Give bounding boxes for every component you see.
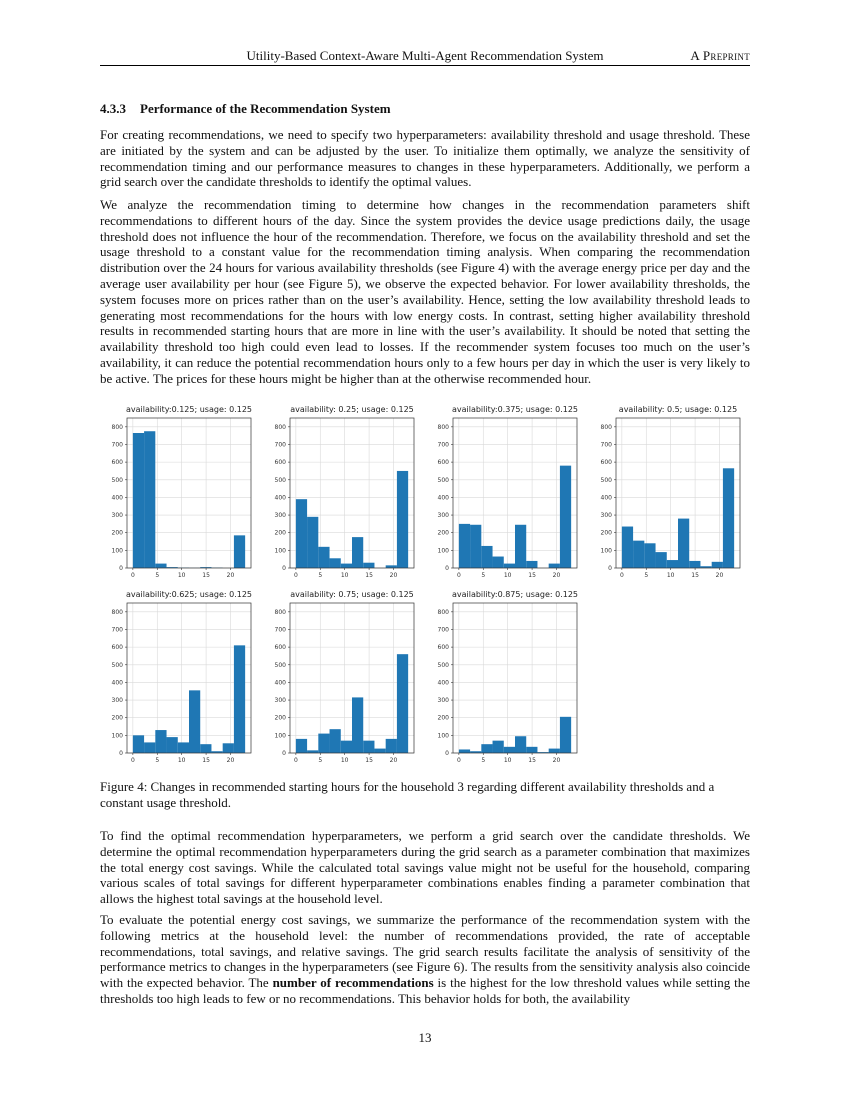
y-tick-label: 600 bbox=[437, 459, 449, 467]
y-tick-label: 800 bbox=[437, 608, 449, 616]
y-tick-label: 200 bbox=[111, 714, 123, 722]
x-tick-label: 15 bbox=[365, 572, 373, 579]
page-number: 13 bbox=[418, 1030, 432, 1045]
paragraph-2: We analyze the recommendation timing to determine how changes in the recommendation parameters shift recommendations to different hours of the day. Since the system provides the device usage predictions daily, the usage threshold does not influence the hour of the recommendation. Therefore, we focus on the availability threshold and set the usage threshold to a constant value for the recommendation timing analysis. When comparing the recommendation distribution over the 24 hours for various availability thresholds (see Figure 4) with the average energy price per day and the average user availability per hour (see Figure 5), we observe the expected behavior. For lower availability thresholds, the system focuses more on prices rather than on the user’s availability. Hence, setting the low availability threshold leads to generating most recommendations for the hours with low energy costs. In contrast, setting higher availability threshold results in recommended starting hours that are more in line with the user’s availability. It should be noted that setting the availability threshold too high could even lead to losses. If the recommender system focuses too much on the user’s availability, it can reduce the potential recommendation hours only to a few hours per day in which the user is very likely to be active. The prices for these hours might be higher than at the otherwise recommended hour. bbox=[100, 197, 750, 386]
section-title: Performance of the Recommendation System bbox=[140, 101, 391, 116]
y-tick-label: 200 bbox=[600, 529, 612, 537]
histogram-3 bbox=[426, 398, 591, 584]
y-tick-label: 400 bbox=[437, 679, 449, 687]
x-tick-label: 5 bbox=[481, 572, 486, 579]
histogram-bar bbox=[144, 742, 155, 753]
x-tick-label: 15 bbox=[528, 757, 536, 764]
histogram-bar bbox=[656, 552, 667, 568]
histogram-bar bbox=[341, 741, 352, 753]
x-tick-label: 0 bbox=[293, 757, 298, 764]
plot-frame bbox=[453, 603, 577, 753]
y-tick-label: 700 bbox=[600, 441, 612, 449]
histogram-bar bbox=[560, 717, 571, 753]
y-tick-label: 600 bbox=[111, 459, 123, 467]
histogram-bar bbox=[155, 564, 166, 568]
histogram-bar bbox=[504, 564, 515, 568]
y-tick-label: 500 bbox=[600, 476, 612, 484]
histogram-bar bbox=[223, 743, 234, 753]
y-tick-label: 0 bbox=[445, 750, 449, 757]
section-number: 4.3.3 bbox=[100, 101, 126, 116]
x-tick-label: 10 bbox=[177, 757, 186, 764]
y-tick-label: 300 bbox=[111, 512, 123, 520]
x-tick-label: 0 bbox=[456, 757, 461, 764]
y-tick-label: 600 bbox=[274, 644, 286, 652]
x-tick-label: 15 bbox=[691, 572, 699, 579]
histogram-bar bbox=[189, 690, 200, 753]
histogram-bar bbox=[318, 547, 329, 568]
histogram-bar bbox=[374, 749, 385, 753]
y-tick-label: 800 bbox=[437, 423, 449, 431]
histogram-bar bbox=[549, 749, 560, 753]
x-tick-label: 0 bbox=[619, 572, 624, 579]
x-tick-label: 0 bbox=[130, 757, 135, 764]
y-tick-label: 500 bbox=[111, 661, 123, 669]
x-tick-label: 10 bbox=[340, 757, 349, 764]
y-tick-label: 400 bbox=[111, 679, 123, 687]
y-tick-label: 500 bbox=[274, 661, 286, 669]
histogram-bar bbox=[549, 564, 560, 568]
histogram-bar bbox=[644, 543, 655, 568]
histogram-bar bbox=[493, 557, 504, 568]
histogram-bar bbox=[386, 565, 397, 568]
histogram-bar bbox=[307, 517, 318, 568]
y-tick-label: 700 bbox=[111, 626, 123, 634]
y-tick-label: 300 bbox=[437, 512, 449, 520]
paragraph-4-bold: number of recommendations bbox=[272, 975, 434, 991]
running-header bbox=[100, 47, 750, 66]
y-tick-label: 100 bbox=[437, 732, 449, 740]
histogram-bar bbox=[296, 739, 307, 753]
y-tick-label: 200 bbox=[437, 714, 449, 722]
y-tick-label: 0 bbox=[608, 565, 612, 572]
chart-title: availability: 0.5; usage: 0.125 bbox=[618, 405, 738, 414]
x-tick-label: 20 bbox=[226, 757, 235, 764]
histogram-bar bbox=[386, 739, 397, 753]
histogram-bar bbox=[363, 563, 374, 568]
histogram-bar bbox=[178, 742, 189, 753]
x-tick-label: 10 bbox=[503, 757, 512, 764]
chart-title: availability: 0.25; usage: 0.125 bbox=[290, 405, 414, 414]
histogram-bar bbox=[493, 741, 504, 753]
y-tick-label: 600 bbox=[437, 644, 449, 652]
histogram-svg bbox=[100, 583, 265, 769]
histogram-bar bbox=[481, 546, 492, 568]
histogram-bar bbox=[352, 537, 363, 568]
histogram-bar bbox=[330, 729, 341, 753]
chart-title: availability:0.625; usage: 0.125 bbox=[125, 590, 253, 599]
histogram-bar bbox=[133, 735, 144, 753]
paragraph-1: For creating recommendations, we need to specify two hyperparameters: availability threshold and usage threshold. These are initiated by the system and can be adjusted by the user. To initialize them optimally, we analyze the sensitivity of recommendation timing and our performance measures to changes in these hyperparameters. Additionally, we perform a grid search over the candidate thresholds to identify the optimal values. bbox=[100, 127, 750, 190]
histogram-bar bbox=[341, 564, 352, 568]
y-tick-label: 100 bbox=[600, 547, 612, 555]
y-tick-label: 700 bbox=[111, 441, 123, 449]
y-tick-label: 100 bbox=[274, 732, 286, 740]
histogram-bar bbox=[133, 433, 144, 568]
chart-title: availability:0.375; usage: 0.125 bbox=[451, 405, 579, 414]
x-tick-label: 20 bbox=[389, 757, 398, 764]
y-tick-label: 800 bbox=[111, 423, 123, 431]
x-tick-label: 10 bbox=[340, 572, 349, 579]
histogram-bar bbox=[504, 747, 515, 753]
histogram-bar bbox=[622, 527, 633, 568]
x-tick-label: 20 bbox=[226, 572, 235, 579]
x-tick-label: 5 bbox=[318, 572, 323, 579]
histogram-bar bbox=[155, 730, 166, 753]
histogram-bar bbox=[397, 654, 408, 753]
histogram-bar bbox=[723, 468, 734, 568]
y-tick-label: 100 bbox=[437, 547, 449, 555]
paragraph-4-text-b: is the highest for the low threshold values while setting the thresholds too high leads to few or no recommendations. This behavior holds for both, the availability bbox=[100, 975, 750, 1006]
y-tick-label: 400 bbox=[274, 679, 286, 687]
y-tick-label: 500 bbox=[111, 476, 123, 484]
y-tick-label: 0 bbox=[282, 565, 286, 572]
y-tick-label: 0 bbox=[119, 750, 123, 757]
x-tick-label: 20 bbox=[552, 572, 561, 579]
y-tick-label: 100 bbox=[274, 547, 286, 555]
histogram-bar bbox=[144, 431, 155, 568]
y-tick-label: 400 bbox=[274, 494, 286, 502]
chart-title: availability:0.125; usage: 0.125 bbox=[125, 405, 253, 414]
histogram-bar bbox=[234, 535, 245, 568]
header-title: Utility-Based Context-Aware Multi-Agent Recommendation System bbox=[246, 48, 604, 63]
y-tick-label: 800 bbox=[274, 608, 286, 616]
x-tick-label: 5 bbox=[155, 572, 160, 579]
histogram-bar bbox=[459, 524, 470, 568]
x-tick-label: 15 bbox=[202, 572, 210, 579]
histogram-bar bbox=[526, 561, 537, 568]
histogram-bar bbox=[633, 541, 644, 568]
x-tick-label: 10 bbox=[177, 572, 186, 579]
histogram-svg bbox=[426, 398, 591, 584]
histogram-bar bbox=[200, 744, 211, 753]
y-tick-label: 400 bbox=[600, 494, 612, 502]
histogram-bar bbox=[526, 747, 537, 753]
y-tick-label: 200 bbox=[274, 714, 286, 722]
histogram-bar bbox=[678, 519, 689, 568]
paragraph-4 bbox=[100, 912, 750, 1007]
histogram-bar bbox=[515, 736, 526, 753]
x-tick-label: 10 bbox=[666, 572, 675, 579]
y-tick-label: 0 bbox=[119, 565, 123, 572]
histogram-bar bbox=[667, 560, 678, 568]
y-tick-label: 700 bbox=[437, 626, 449, 634]
x-tick-label: 15 bbox=[528, 572, 536, 579]
histogram-bar bbox=[515, 525, 526, 568]
x-tick-label: 0 bbox=[130, 572, 135, 579]
x-tick-label: 0 bbox=[293, 572, 298, 579]
histogram-svg bbox=[100, 398, 265, 584]
histogram-bar bbox=[481, 744, 492, 753]
x-tick-label: 15 bbox=[202, 757, 210, 764]
histogram-bar bbox=[363, 741, 374, 753]
paragraph-4-text-a: To evaluate the potential energy cost savings, we summarize the performance of the recommendation system with the following metrics at the household level: the number of recommendations provided, the rate of acceptable recommendations, total savings, and relative savings. The grid search results facilitate the analysis of sensitivity of the performance metrics to changes in the hyperparameters (see Figure 6). The results from the sensitivity analysis also coincide with the expected behavior. The bbox=[100, 912, 750, 991]
histogram-bar bbox=[560, 466, 571, 568]
y-tick-label: 100 bbox=[111, 547, 123, 555]
histogram-bar bbox=[167, 737, 178, 753]
y-tick-label: 0 bbox=[445, 565, 449, 572]
y-tick-label: 500 bbox=[437, 661, 449, 669]
chart-title: availability:0.875; usage: 0.125 bbox=[451, 590, 579, 599]
y-tick-label: 600 bbox=[111, 644, 123, 652]
histogram-5 bbox=[100, 583, 265, 769]
histogram-bar bbox=[689, 561, 700, 568]
histogram-bar bbox=[307, 750, 318, 753]
y-tick-label: 300 bbox=[274, 697, 286, 705]
header-tag: A Preprint bbox=[690, 48, 750, 63]
x-tick-label: 5 bbox=[644, 572, 649, 579]
y-tick-label: 200 bbox=[437, 529, 449, 537]
y-tick-label: 500 bbox=[437, 476, 449, 484]
x-tick-label: 20 bbox=[552, 757, 561, 764]
histogram-bar bbox=[330, 558, 341, 568]
y-tick-label: 800 bbox=[111, 608, 123, 616]
y-tick-label: 300 bbox=[111, 697, 123, 705]
y-tick-label: 800 bbox=[600, 423, 612, 431]
x-tick-label: 5 bbox=[155, 757, 160, 764]
histogram-4 bbox=[589, 398, 754, 584]
y-tick-label: 700 bbox=[437, 441, 449, 449]
histogram-svg bbox=[263, 583, 428, 769]
y-tick-label: 0 bbox=[282, 750, 286, 757]
x-tick-label: 0 bbox=[456, 572, 461, 579]
y-tick-label: 700 bbox=[274, 441, 286, 449]
figure-caption: Figure 4: Changes in recommended starting hours for the household 3 regarding different availability thresholds and a constant usage threshold. bbox=[100, 779, 715, 810]
y-tick-label: 200 bbox=[274, 529, 286, 537]
x-tick-label: 20 bbox=[389, 572, 398, 579]
y-tick-label: 400 bbox=[437, 494, 449, 502]
histogram-2 bbox=[263, 398, 428, 584]
histogram-1 bbox=[100, 398, 265, 584]
histogram-bar bbox=[397, 471, 408, 568]
y-tick-label: 200 bbox=[111, 529, 123, 537]
histogram-bar bbox=[459, 749, 470, 753]
y-tick-label: 800 bbox=[274, 423, 286, 431]
y-tick-label: 300 bbox=[600, 512, 612, 520]
y-tick-label: 300 bbox=[437, 697, 449, 705]
y-tick-label: 600 bbox=[600, 459, 612, 467]
histogram-bar bbox=[234, 645, 245, 753]
histogram-svg bbox=[263, 398, 428, 584]
histogram-bar bbox=[470, 525, 481, 568]
histogram-7 bbox=[426, 583, 591, 769]
y-tick-label: 100 bbox=[111, 732, 123, 740]
y-tick-label: 700 bbox=[274, 626, 286, 634]
histogram-bar bbox=[318, 734, 329, 753]
y-tick-label: 500 bbox=[274, 476, 286, 484]
y-tick-label: 300 bbox=[274, 512, 286, 520]
y-tick-label: 600 bbox=[274, 459, 286, 467]
histogram-bar bbox=[712, 562, 723, 568]
histogram-bar bbox=[296, 499, 307, 568]
x-tick-label: 15 bbox=[365, 757, 373, 764]
histogram-svg bbox=[426, 583, 591, 769]
histogram-svg bbox=[589, 398, 754, 584]
x-tick-label: 5 bbox=[481, 757, 486, 764]
histogram-6 bbox=[263, 583, 428, 769]
figure-4-histograms bbox=[100, 398, 760, 770]
section-heading bbox=[100, 101, 391, 117]
x-tick-label: 10 bbox=[503, 572, 512, 579]
x-tick-label: 20 bbox=[715, 572, 724, 579]
paragraph-3: To find the optimal recommendation hyperparameters, we perform a grid search over the candidate thresholds. We determine the optimal recommendation hyperparameters during the grid search as a parameter combination that maximizes the total energy cost savings. While the calculated total savings value might not be useful for the household, comparing various scales of total savings for different hyperparameter combinations enables finding a parameter combination that allows the highest total savings at the household level. bbox=[100, 828, 750, 907]
histogram-bar bbox=[352, 697, 363, 753]
chart-title: availability: 0.75; usage: 0.125 bbox=[290, 590, 414, 599]
x-tick-label: 5 bbox=[318, 757, 323, 764]
y-tick-label: 400 bbox=[111, 494, 123, 502]
